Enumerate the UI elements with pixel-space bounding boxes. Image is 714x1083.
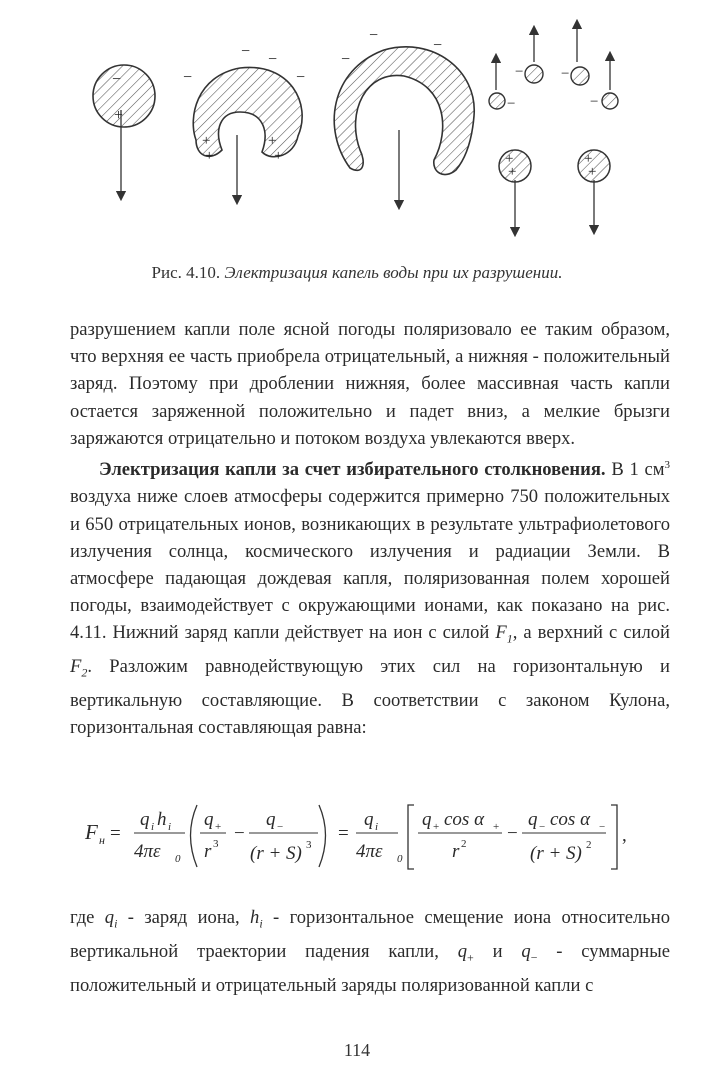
body-text-lower [70, 904, 670, 999]
body-text-upper [70, 316, 670, 742]
minus-sign: − [268, 51, 278, 68]
force-f1: F [495, 622, 507, 644]
symbol-qplus-sub: + [467, 950, 474, 965]
formula-alpha-minus: − [599, 821, 606, 833]
formula-qplus-2: q [422, 809, 432, 830]
formula-drawing [0, 795, 714, 875]
formula-den-2-sub: 0 [397, 853, 403, 865]
formula-qplus-sub: + [215, 821, 222, 833]
paragraph-2-text: воздуха ниже слоев атмосферы содержится примерно 750 положительных и 650 отрицательных ионов, возникающих в результате ультрафиолетового излучения солнца, космического излучения и радиации Земли. В атмосфере падающая дождевая капля, поляризованная полем хорошей погоды, взаимодействует с окружающими ионами, как показано на рис. 4.11. Нижний заряд капли действует на ион с силой [70, 486, 670, 644]
formula-qminus: q [266, 809, 276, 830]
paragraph-2 [70, 452, 670, 742]
formula-cos-plus: cos α [444, 809, 485, 830]
formula-qplus: q [204, 809, 214, 830]
formula-r2-sup: 2 [461, 838, 467, 850]
formula-h: h [157, 809, 167, 830]
formula-cos-minus: cos α [550, 809, 591, 830]
paragraph-3-text: где [70, 907, 105, 928]
paragraph-3-text: - заряд иона, [117, 907, 251, 928]
formula-rs-2: (r + S) [530, 843, 582, 864]
formula-minus-2: − [507, 823, 518, 844]
minus-sign: − [507, 96, 516, 112]
formula-den: 4πε [134, 841, 161, 862]
paragraph-2-text: . Разложим равнодействующую этих сил на горизонтальную и вертикальную составляющие. В соответствии с законом Кулона, горизонтальная составляющая равна: [70, 656, 670, 739]
figure-drawing [0, 0, 714, 260]
formula-qi: q [364, 809, 374, 830]
formula-lhs: F [85, 820, 98, 844]
plus-sign: + [274, 148, 283, 164]
formula-minus: − [234, 823, 245, 844]
formula-lhs-subscript: н [99, 833, 105, 847]
small-droplet [489, 93, 505, 109]
force-f2-subscript: 2 [81, 666, 88, 681]
ring-shape [334, 47, 474, 175]
formula-den-2: 4πε [356, 841, 383, 862]
small-droplet [571, 67, 589, 85]
plus-sign: + [508, 164, 517, 180]
plus-sign: + [205, 148, 214, 164]
formula-q-sub: i [151, 821, 155, 833]
plus-sign: + [202, 133, 211, 149]
drop-circle [93, 65, 155, 127]
drop-whole [93, 65, 155, 196]
formula-equals: = [110, 823, 121, 844]
bracket-left [408, 805, 414, 869]
paragraph-2-text: , а верхний с силой [512, 622, 670, 644]
formula-h-sub: i [168, 821, 172, 833]
formula-r-sup: 3 [213, 838, 219, 850]
paragraph-2-text: В 1 см [605, 459, 665, 481]
formula-equals-2: = [338, 823, 349, 844]
force-f1-subscript: 1 [506, 632, 513, 647]
paragraph-3-text: - горизонтальное смещение иона относительно вертикальной траектории падения капли, [70, 907, 671, 962]
minus-sign: − [561, 66, 570, 82]
drop-ring [334, 27, 474, 205]
symbol-h-sub: i [259, 916, 263, 931]
section-heading: Электризация капли за счет избирательного столкновения. [99, 459, 606, 481]
minus-sign: − [341, 51, 351, 68]
paragraph-3-text: - суммарные положительный и отрицательный заряды поляризованной капли с [70, 940, 671, 996]
formula-rs-2-sup: 2 [586, 839, 592, 851]
formula-qminus-2: q [528, 809, 538, 830]
plus-sign: + [505, 151, 514, 167]
coulomb-formula [0, 795, 714, 875]
symbol-q: q [104, 907, 115, 928]
minus-sign: − [241, 43, 251, 60]
plus-sign: + [588, 164, 597, 180]
formula-qplus-2-sub: + [433, 821, 440, 833]
paragraph-3-text: и [473, 940, 522, 962]
unit-superscript: 3 [664, 459, 670, 472]
formula-qi-sub: i [375, 821, 379, 833]
formula-r: r [204, 841, 212, 862]
minus-sign: − [515, 64, 524, 80]
formula-r2: r [452, 841, 460, 862]
minus-sign: − [433, 37, 443, 54]
symbol-qminus: q [521, 940, 531, 962]
paren-right [319, 805, 326, 867]
caption-text: Электризация капель воды при их разрушении. [224, 263, 563, 282]
minus-sign: − [296, 69, 306, 86]
small-droplet [602, 93, 618, 109]
small-droplet [525, 65, 543, 83]
caption-prefix: Рис. 4.10. [151, 263, 221, 282]
symbol-q-sub: i [114, 916, 118, 931]
formula-rs: (r + S) [250, 843, 302, 864]
paragraph-1: разрушением капли поле ясной погоды поляризовало ее таким образом, что верхняя ее часть приобрела отрицательный, а нижняя - положительный заряд. Поэтому при дроблении нижняя, более массивная часть капли остается заряженной положительно и падет вниз, а мелкие брызги заряжаются отрицательно и потоком воздуха увлекаются вверх. [70, 319, 670, 449]
force-f2: F [70, 656, 82, 678]
symbol-h: h [250, 907, 260, 928]
formula-den-sub: 0 [175, 853, 181, 865]
figure-4-10 [0, 0, 714, 260]
drop-fragments [489, 24, 618, 232]
paragraph-3 [70, 904, 670, 999]
plus-sign: + [268, 133, 277, 149]
minus-sign: − [183, 69, 193, 86]
minus-sign: − [590, 94, 599, 110]
formula-rs-sup: 3 [306, 839, 312, 851]
plus-sign: + [114, 107, 124, 124]
figure-caption [0, 263, 714, 283]
plus-sign: + [584, 151, 593, 167]
symbol-qminus-sub: − [530, 950, 538, 965]
minus-sign: − [112, 71, 122, 88]
formula-qminus-sub: − [277, 821, 284, 833]
formula-comma: , [622, 825, 627, 846]
bracket-right [611, 805, 617, 869]
drop-bag [183, 43, 305, 200]
formula-alpha-plus: + [493, 821, 500, 833]
paren-left [191, 805, 198, 867]
page-number: 114 [343, 1040, 371, 1060]
minus-sign: − [369, 27, 379, 44]
formula-q: q [140, 809, 150, 830]
formula-qminus-2-sub: − [539, 821, 546, 833]
symbol-qplus: q [457, 940, 468, 962]
